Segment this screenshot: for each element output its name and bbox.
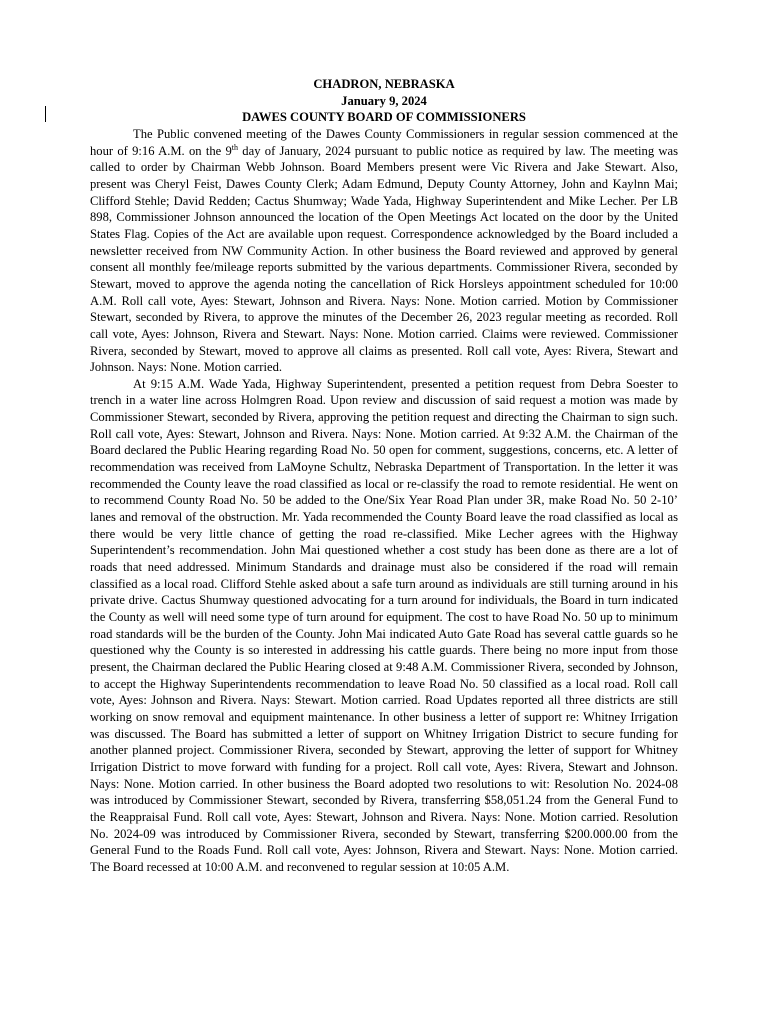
header-date: January 9, 2024 bbox=[341, 93, 427, 108]
paragraph-1-text-start: The Public convened meeting of the Dawes County Commissioners in regular session commenced at the hour of 9:16 A.M. on the 9 bbox=[90, 126, 678, 158]
minutes-page bbox=[90, 76, 678, 876]
margin-change-bar bbox=[45, 106, 46, 122]
header-place: CHADRON, NEBRASKA bbox=[313, 77, 455, 91]
minutes-paragraph-2: At 9:15 A.M. Wade Yada, Highway Superintendent, presented a petition request from Debra Soester to trench in a water line across Holmgren Road. Upon review and discussion of said request a motion was made by Commissioner Stewart, seconded by Rivera, approving the petition request and directing the Chairman to sign such. Roll call vote, Ayes: Stewart, Johnson and Rivera. Nays: None. Motion carried. At 9:32 A.M. the Chairman of the Board declared the Public Hearing regarding Road No. 50 open for comment, suggestions, concerns, etc. A letter of recommendation was received from LaMoyne Schultz, Nebraska Department of Transportation. In the letter it was recommended the County leave the road classified as local or re-classify the road to remote residential. He went on to recommend County Road No. 50 be added to the One/Six Year Road Plan under 3R, make Road No. 50 2-10’ lanes and removal of the obstruction. Mr. Yada recommended the County Board leave the road classified as local as there would be very little chance of getting the road re-classified. Mike Lecher agrees with the Highway Superintendent’s recommendation. John Mai questioned whether a cost study has been done as there are a lot of roads that need addressed. Minimum Standards and drainage must also be considered if the road will remain classified as a local road. Clifford Stehle asked about a safe turn around as individuals are still turning around in his private drive. Cactus Shumway questioned advocating for a turn around for individuals, the Board in turn indicated the County as well will need some type of turn around for equipment. The cost to have Road No. 50 up to minimum road standards will be the burden of the County. John Mai indicated Auto Gate Road has several cattle guards so he questioned why the County is so interested in addressing his cattle guards. There being no more input from those present, the Chairman declared the Public Hearing closed at 9:48 A.M. Commissioner Rivera, seconded by Johnson, to accept the Highway Superintendents recommendation to leave Road No. 50 classified as a local road. Roll call vote, Ayes: Johnson and Rivera. Nays: Stewart. Motion carried. Road Updates reported all three districts are still working on snow removal and equipment maintenance. In other business a letter of support re: Whitney Irrigation was discussed. The Board has submitted a letter of support on Whitney Irrigation District to secure funding for another planned project. Commissioner Rivera, seconded by Stewart, approving the letter of support for Whitney Irrigation District to move forward with funding for a project. Roll call vote, Ayes: Rivera, Stewart and Johnson. Nays: None. Motion carried. In other business the Board adopted two resolutions to wit: Resolution No. 2024-08 was introduced by Commissioner Stewart, seconded by Rivera, transferring $58,051.24 from the General Fund to the Reappraisal Fund. Roll call vote, Ayes: Stewart, Johnson and Rivera. Nays: None. Motion carried. Resolution No. 2024-09 was introduced by Commissioner Rivera, seconded by Stewart, transferring $200.000.00 from the General Fund to the Roads Fund. Roll call vote, Ayes: Johnson, Rivera and Stewart. Nays: None. Motion carried. The Board recessed at 10:00 A.M. and reconvened to regular session at 10:05 A.M. bbox=[90, 376, 678, 874]
minutes-paragraph-1 bbox=[90, 126, 678, 376]
ordinal-suffix: th bbox=[231, 142, 239, 152]
paragraph-1-text-rest: day of January, 2024 pursuant to public notice as required by law. The meeting was called to order by Chairman Webb Johnson. Board Members present were Vic Rivera and Jake Stewart. Also, present was Cheryl Feist, Dawes County Clerk; Adam Edmund, Deputy County Attorney, John and Kaylnn Mai; Clifford Stehle; David Redden; Cactus Shumway; Wade Yada, Highway Superintendent and Mike Lecher. Per LB 898, Commissioner Johnson announced the location of the Open Meetings Act located on the door by the United States Flag. Copies of the Act are available upon request. Correspondence acknowledged by the Board included a newsletter received from NW Community Action. In other business the Board reviewed and approved by general consent all monthly fee/mileage reports submitted by the various departments. Commissioner Rivera, seconded by Stewart, moved to approve the agenda noting the cancellation of Rick Horsleys appointment scheduled for 10:00 A.M. Roll call vote, Ayes: Stewart, Johnson and Rivera. Nays: None. Motion carried. Motion by Commissioner Stewart, seconded by Rivera, to approve the minutes of the December 26, 2023 regular meeting as recorded. Roll call vote, Ayes: Johnson, Rivera and Stewart. Nays: None. Motion carried. Claims were reviewed. Commissioner Rivera, seconded by Stewart, moved to approve all claims as presented. Roll call vote, Ayes: Rivera, Stewart and Johnson. Nays: None. Motion carried. bbox=[90, 143, 678, 375]
header-board: DAWES COUNTY BOARD OF COMMISSIONERS bbox=[242, 110, 526, 125]
